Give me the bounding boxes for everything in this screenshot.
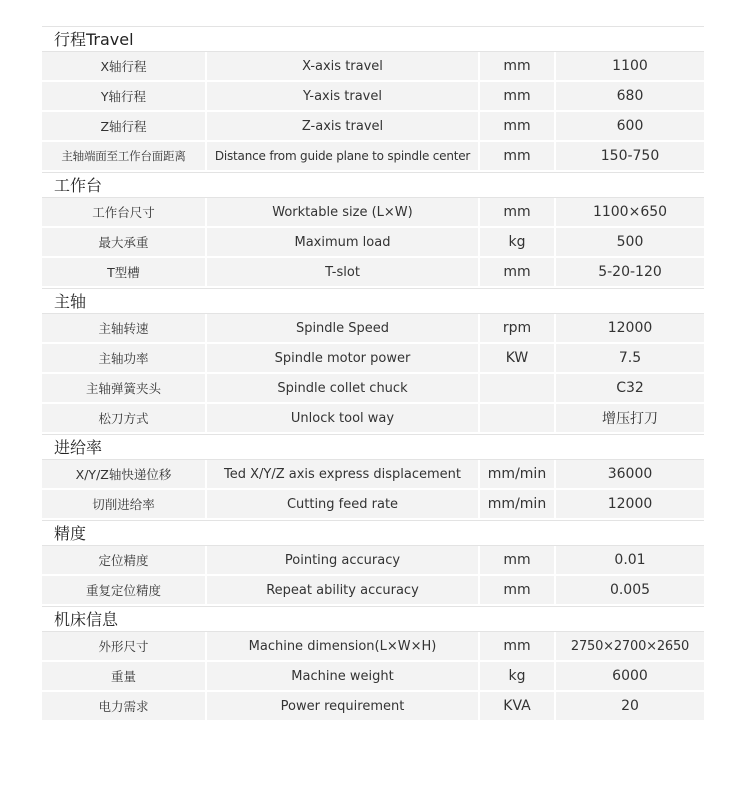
section-title: 工作台 <box>54 176 103 195</box>
param-name-en: Spindle motor power <box>207 344 480 372</box>
param-value: 12000 <box>556 314 704 342</box>
param-name-en: Spindle Speed <box>207 314 480 342</box>
param-unit: mm <box>480 576 556 604</box>
param-value: 1100 <box>556 52 704 80</box>
param-name-cn: 电力需求 <box>42 692 207 720</box>
param-name-en: Machine dimension(L×W×H) <box>207 632 480 660</box>
section-title: 机床信息 <box>54 610 119 629</box>
table-row <box>42 258 704 288</box>
param-value: 600 <box>556 112 704 140</box>
table-row <box>42 546 704 576</box>
table-row <box>42 112 704 142</box>
section-title: 行程Travel <box>54 30 134 49</box>
param-name-en: Ted X/Y/Z axis express displacement <box>207 460 480 488</box>
param-name-en: Maximum load <box>207 228 480 256</box>
param-name-cn: 主轴转速 <box>42 314 207 342</box>
param-name-en: Power requirement <box>207 692 480 720</box>
param-unit <box>480 404 556 432</box>
param-name-cn: T型槽 <box>42 258 207 286</box>
param-name-en: Worktable size (L×W) <box>207 198 480 226</box>
section-header-worktable <box>42 172 704 198</box>
table-row <box>42 52 704 82</box>
param-value: 12000 <box>556 490 704 518</box>
table-row <box>42 662 704 692</box>
table-row <box>42 460 704 490</box>
section-title: 进给率 <box>54 438 103 457</box>
param-unit: KW <box>480 344 556 372</box>
param-name-en: Pointing accuracy <box>207 546 480 574</box>
table-row <box>42 344 704 374</box>
param-name-cn: 定位精度 <box>42 546 207 574</box>
table-row <box>42 404 704 434</box>
param-name-cn: 松刀方式 <box>42 404 207 432</box>
param-value: 7.5 <box>556 344 704 372</box>
param-unit: mm <box>480 198 556 226</box>
param-name-cn: 外形尺寸 <box>42 632 207 660</box>
param-value: 0.01 <box>556 546 704 574</box>
param-name-en: Cutting feed rate <box>207 490 480 518</box>
param-name-en: Unlock tool way <box>207 404 480 432</box>
param-unit <box>480 374 556 402</box>
param-unit: mm <box>480 52 556 80</box>
param-unit: mm <box>480 112 556 140</box>
section-title: 主轴 <box>54 292 87 311</box>
param-value: 1100×650 <box>556 198 704 226</box>
param-value: C32 <box>556 374 704 402</box>
param-name-en: Distance from guide plane to spindle center <box>207 142 480 170</box>
param-name-cn: 重量 <box>42 662 207 690</box>
table-row <box>42 490 704 520</box>
param-name-en: Repeat ability accuracy <box>207 576 480 604</box>
param-name-en: X-axis travel <box>207 52 480 80</box>
param-name-en: Z-axis travel <box>207 112 480 140</box>
spec-table <box>42 26 704 722</box>
section-header-machine-info <box>42 606 704 632</box>
param-unit: mm <box>480 142 556 170</box>
table-row <box>42 576 704 606</box>
param-unit: kg <box>480 662 556 690</box>
section-title: 精度 <box>54 524 87 543</box>
param-name-cn: 重复定位精度 <box>42 576 207 604</box>
param-unit: mm <box>480 258 556 286</box>
param-value: 5-20-120 <box>556 258 704 286</box>
param-unit: mm/min <box>480 460 556 488</box>
param-value: 6000 <box>556 662 704 690</box>
param-value: 2750×2700×2650 <box>556 632 704 660</box>
table-row <box>42 314 704 344</box>
param-name-cn: 主轴弹簧夹头 <box>42 374 207 402</box>
param-value: 20 <box>556 692 704 720</box>
param-name-cn: 主轴端面至工作台面距离 <box>42 142 207 170</box>
param-value: 500 <box>556 228 704 256</box>
param-name-en: Y-axis travel <box>207 82 480 110</box>
param-unit: mm/min <box>480 490 556 518</box>
param-value: 680 <box>556 82 704 110</box>
section-header-accuracy <box>42 520 704 546</box>
param-name-cn: 最大承重 <box>42 228 207 256</box>
param-name-cn: Z轴行程 <box>42 112 207 140</box>
table-row <box>42 632 704 662</box>
param-value: 36000 <box>556 460 704 488</box>
param-unit: mm <box>480 632 556 660</box>
table-row <box>42 228 704 258</box>
param-name-cn: 切削进给率 <box>42 490 207 518</box>
param-name-cn: 主轴功率 <box>42 344 207 372</box>
param-value: 0.005 <box>556 576 704 604</box>
param-unit: mm <box>480 546 556 574</box>
param-value: 150-750 <box>556 142 704 170</box>
param-unit: rpm <box>480 314 556 342</box>
section-header-feed-rate <box>42 434 704 460</box>
section-header-spindle <box>42 288 704 314</box>
param-value: 增压打刀 <box>556 404 704 432</box>
param-name-cn: 工作台尺寸 <box>42 198 207 226</box>
param-name-cn: X轴行程 <box>42 52 207 80</box>
param-name-en: Spindle collet chuck <box>207 374 480 402</box>
table-row <box>42 198 704 228</box>
table-row <box>42 82 704 112</box>
table-row <box>42 142 704 172</box>
param-name-cn: Y轴行程 <box>42 82 207 110</box>
section-header-travel <box>42 26 704 52</box>
param-name-cn: X/Y/Z轴快递位移 <box>42 460 207 488</box>
param-name-en: Machine weight <box>207 662 480 690</box>
param-unit: mm <box>480 82 556 110</box>
table-row <box>42 692 704 722</box>
param-unit: kg <box>480 228 556 256</box>
table-row <box>42 374 704 404</box>
param-unit: KVA <box>480 692 556 720</box>
param-name-en: T-slot <box>207 258 480 286</box>
